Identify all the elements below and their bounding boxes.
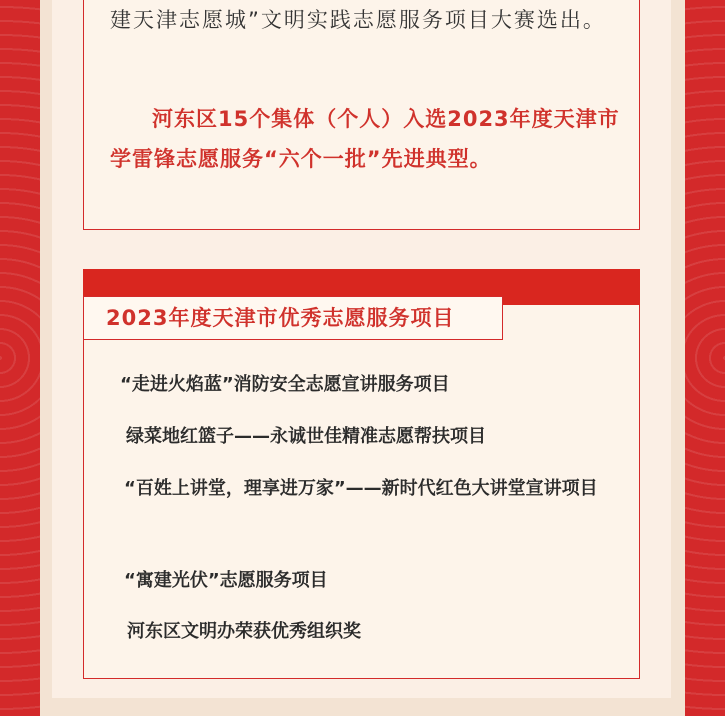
list-item: 河东区文明办荣获优秀组织奖	[127, 621, 361, 642]
list-item: “寓建光伏”志愿服务项目	[124, 570, 328, 591]
intro-paragraph-end: 建天津志愿城”文明实践志愿服务项目大赛选出。	[110, 8, 606, 32]
list-item: 绿菜地红篮子——永诚世佳精准志愿帮扶项目	[126, 426, 486, 447]
list-item: “百姓上讲堂，理享进万家”——新时代红色大讲堂宣讲项目	[124, 478, 598, 499]
right-decorative-border	[685, 0, 725, 716]
highlight-paragraph: 河东区15个集体（个人）入选2023年度天津市学雷锋志愿服务“六个一批”先进典型。	[110, 107, 620, 171]
section-title: 2023年度天津市优秀志愿服务项目	[106, 306, 455, 330]
list-item: “走进火焰蓝”消防安全志愿宣讲服务项目	[120, 374, 450, 395]
